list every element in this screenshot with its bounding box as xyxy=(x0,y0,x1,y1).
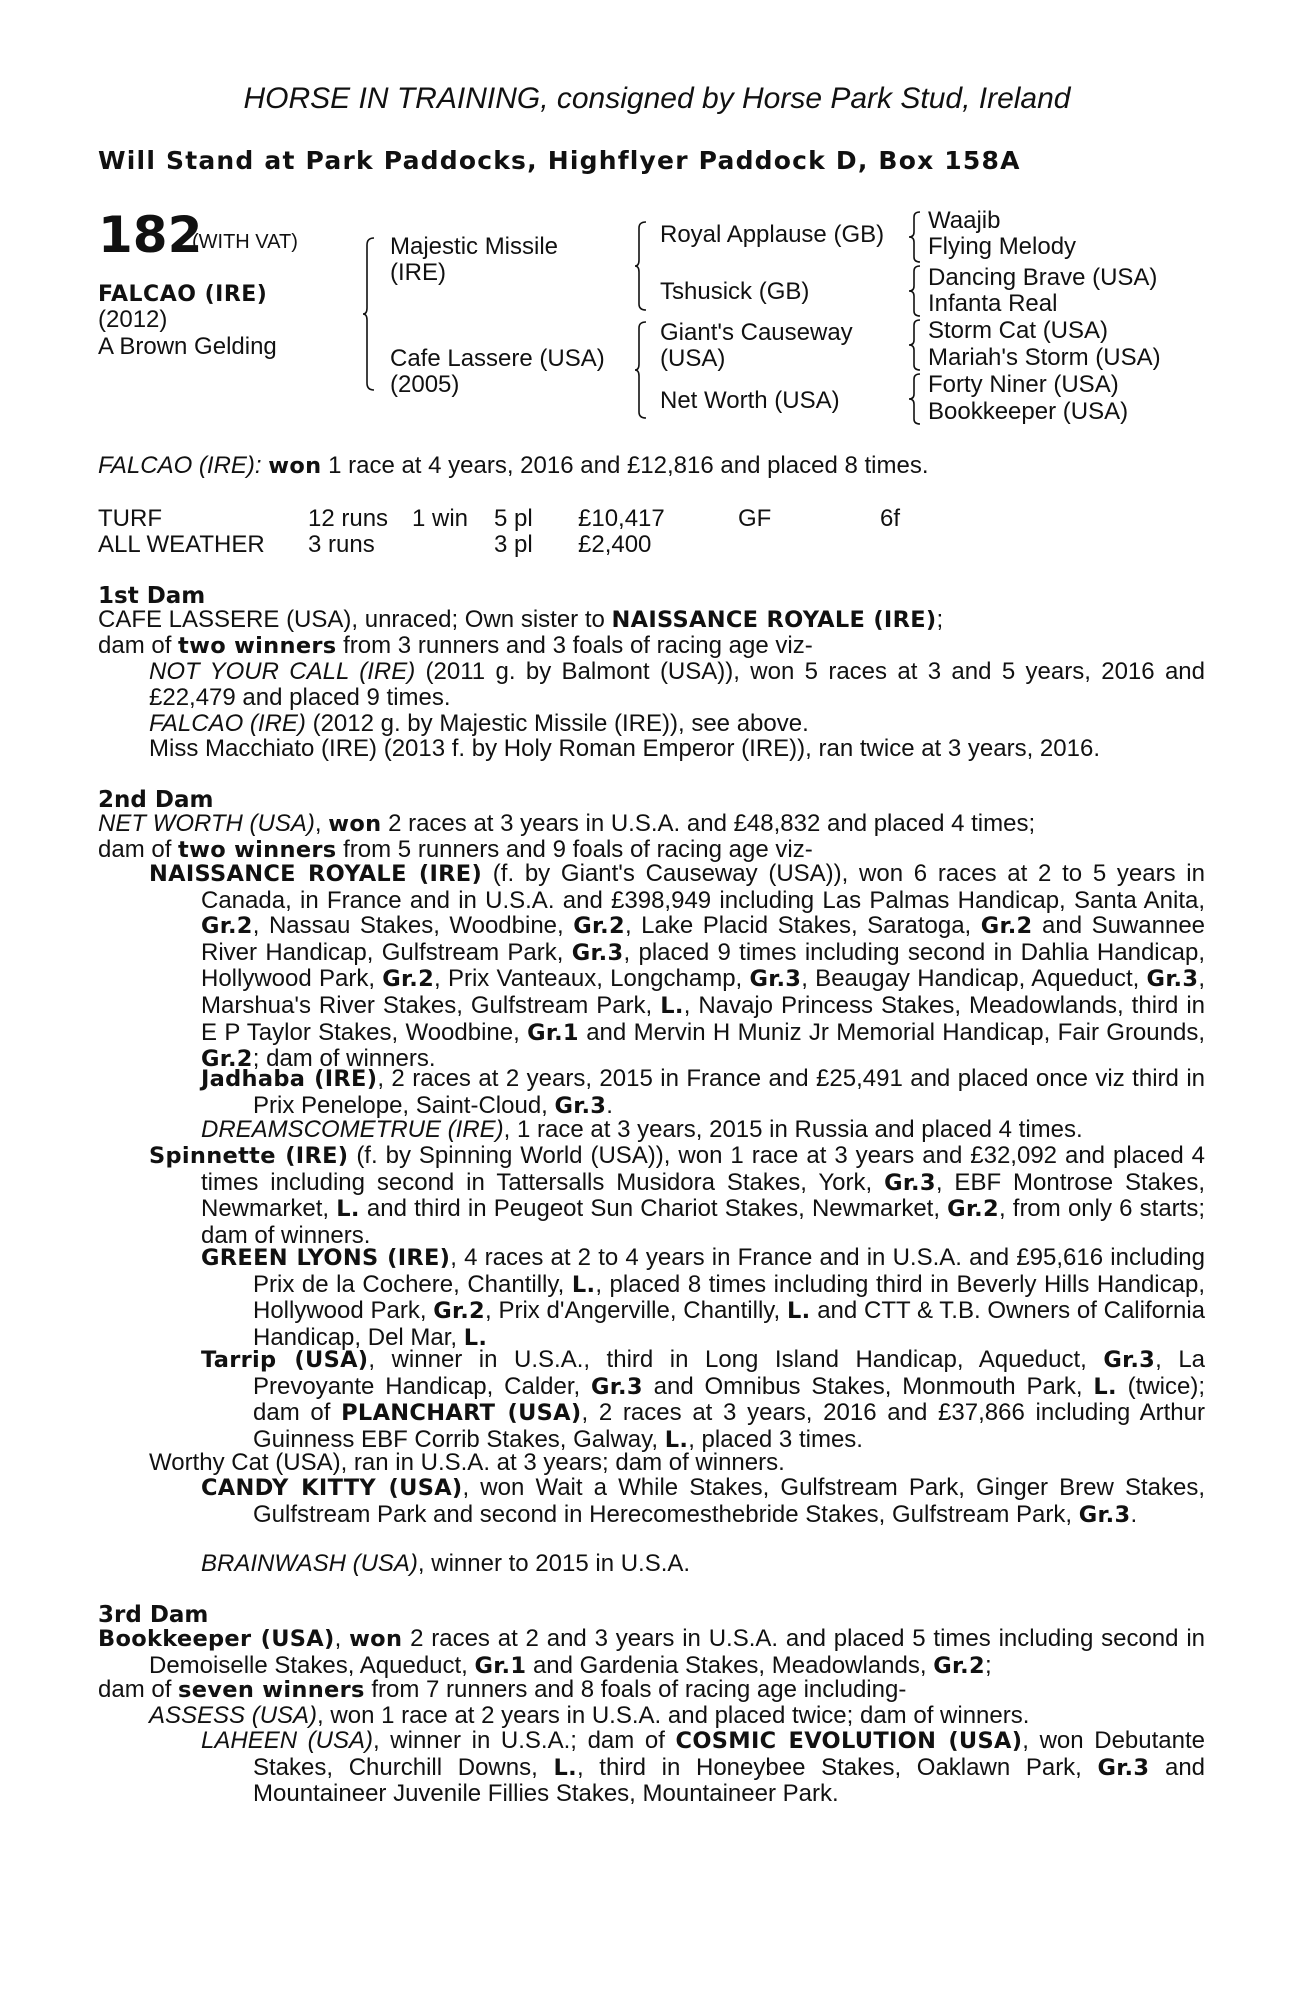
sire-dam: Tshusick (GB) xyxy=(660,278,810,305)
race-summary: FALCAO (IRE): won 1 race at 4 years, 2016 and £12,816 and placed 8 times. xyxy=(98,452,929,479)
first-dam-line: CAFE LASSERE (USA), unraced; Own sister to NAISSANCE ROYALE (IRE); xyxy=(98,606,944,633)
first-dam-produce-line: dam of two winners from 3 runners and 3 foals of racing age viz- xyxy=(98,632,813,659)
stand-location: Will Stand at Park Paddocks, Highflyer Paddock D, Box 158A xyxy=(98,146,1021,175)
horse-year: (2012) xyxy=(98,306,168,333)
pedigree-brace-1 xyxy=(362,236,378,392)
produce-entry: FALCAO (IRE) (2012 g. by Majestic Missile (IRE)), see above. xyxy=(149,710,809,737)
gg-sire-2: Dancing Brave (USA) xyxy=(928,264,1158,291)
third-dam-produce-line: dam of seven winners from 7 runners and 8 foals of racing age including- xyxy=(98,1676,907,1703)
horse-name: FALCAO (IRE) xyxy=(98,282,268,307)
produce-entry-candy-kitty: CANDY KITTY (USA), won Wait a While Stakes, Gulfstream Park, Ginger Brew Stakes, Gulfstream Park and second in Herecomesthebride Stakes, Gulfstream Park, Gr.3. xyxy=(201,1474,1205,1528)
gg-dam-2: Infanta Real xyxy=(928,290,1058,317)
gg-dam-3: Mariah's Storm (USA) xyxy=(928,344,1161,371)
third-dam-line: Bookkeeper (USA), won 2 races at 2 and 3 years in U.S.A. and placed 5 times including second in Demoiselle Stakes, Aqueduct, Gr.1 and Gardenia Stakes, Meadowlands, Gr.2; xyxy=(98,1625,1205,1679)
sire-sire: Royal Applause (GB) xyxy=(660,221,885,248)
record-runs: 3 runs xyxy=(308,531,375,558)
pedigree-brace-4 xyxy=(908,210,924,264)
produce-entry-jadhaba: Jadhaba (IRE), 2 races at 2 years, 2015 in France and £25,491 and placed once viz third in Prix Penelope, Saint-Cloud, Gr.3. xyxy=(201,1065,1205,1119)
record-runs: 12 runs xyxy=(308,505,389,532)
dam-sire: Giant's Causeway (USA) xyxy=(660,319,853,372)
vat-note: (WITH VAT) xyxy=(192,231,298,253)
pedigree-brace-3 xyxy=(634,320,650,420)
gg-sire-3: Storm Cat (USA) xyxy=(928,317,1109,344)
gg-sire-4: Forty Niner (USA) xyxy=(928,371,1119,398)
record-placed: 5 pl xyxy=(494,505,533,532)
third-dam-heading: 3rd Dam xyxy=(98,1602,209,1628)
second-dam-line: NET WORTH (USA), won 2 races at 3 years in U.S.A. and £48,832 and placed 4 times; xyxy=(98,810,1036,837)
produce-entry-assess: ASSESS (USA), won 1 race at 2 years in U.S.A. and placed twice; dam of winners. xyxy=(149,1702,1030,1729)
produce-entry-naissance-royale: NAISSANCE ROYALE (IRE) (f. by Giant's Causeway (USA)), won 6 races at 2 to 5 years in Canada, in France and in U.S.A. and £398,949 including Las Palmas Handicap, Santa Anita, Gr.2, Nassau Stakes, Woodbine, Gr.2, Lake Placid Stakes, Saratoga, Gr.2 and Suwannee River Handicap, Gulfstream Park, Gr.3, placed 9 times including second in Dahlia Handicap, Hollywood Park, Gr.2, Prix Vanteaux, Longchamp, Gr.3, Beaugay Handicap, Aqueduct, Gr.3, Marshua's River Stakes, Gulfstream Park, L., Navajo Princess Stakes, Meadowlands, third in E P Taylor Stakes, Woodbine, Gr.1 and Mervin H Muniz Jr Memorial Handicap, Fair Grounds, Gr.2; dam of winners. xyxy=(149,860,1206,1073)
second-dam-produce-line: dam of two winners from 5 runners and 9 foals of racing age viz- xyxy=(98,836,813,863)
produce-entry-laheen: LAHEEN (USA), winner in U.S.A.; dam of COSMIC EVOLUTION (USA), won Debutante Stakes, Churchill Downs, L., third in Honeybee Stakes, Oaklawn Park, Gr.3 and Mountaineer Juvenile Fillies Stakes, Mountaineer Park. xyxy=(201,1727,1206,1808)
pedigree-brace-2 xyxy=(634,220,650,312)
lot-number: 182 xyxy=(98,206,203,264)
record-distance: 6f xyxy=(880,505,901,532)
record-wins: 1 win xyxy=(412,505,469,532)
page-header: HORSE IN TRAINING, consigned by Horse Park Stud, Ireland xyxy=(243,82,1071,115)
record-going: GF xyxy=(738,505,772,532)
produce-entry: Miss Macchiato (IRE) (2013 f. by Holy Roman Emperor (IRE)), ran twice at 3 years, 2016. xyxy=(149,735,1100,762)
produce-entry-brainwash: BRAINWASH (USA), winner to 2015 in U.S.A. xyxy=(201,1550,691,1577)
record-prize: £2,400 xyxy=(578,531,652,558)
horse-description: A Brown Gelding xyxy=(98,333,277,360)
produce-entry: NOT YOUR CALL (IRE) (2011 g. by Balmont (USA)), won 5 races at 3 and 5 years, 2016 and £22,479 and placed 9 times. xyxy=(149,658,1205,711)
gg-sire-1: Waajib xyxy=(928,207,1001,234)
pedigree-brace-5 xyxy=(908,264,924,318)
sire-name: Majestic Missile (IRE) xyxy=(390,233,559,286)
first-dam-heading: 1st Dam xyxy=(98,583,206,609)
produce-entry-worthy-cat: Worthy Cat (USA), ran in U.S.A. at 3 years; dam of winners. xyxy=(149,1449,785,1476)
dam-dam: Net Worth (USA) xyxy=(660,387,840,414)
record-surface: ALL WEATHER xyxy=(98,531,265,558)
gg-dam-1: Flying Melody xyxy=(928,233,1077,260)
produce-entry-green-lyons: GREEN LYONS (IRE), 4 races at 2 to 4 years in France and in U.S.A. and £95,616 including Prix de la Cochere, Chantilly, L., placed 8 times including third in Beverly Hills Handicap, Hollywood Park, Gr.2, Prix d'Angerville, Chantilly, L. and CTT & T.B. Owners of California Handicap, Del Mar, L. xyxy=(201,1244,1205,1351)
dam-name: Cafe Lassere (USA) (2005) xyxy=(390,345,605,398)
record-placed: 3 pl xyxy=(494,531,533,558)
gg-dam-4: Bookkeeper (USA) xyxy=(928,398,1129,425)
pedigree-brace-6 xyxy=(908,318,924,372)
produce-entry-dreamscometrue: DREAMSCOMETRUE (IRE), 1 race at 3 years, 2015 in Russia and placed 4 times. xyxy=(201,1116,1083,1143)
pedigree-brace-7 xyxy=(908,372,924,426)
record-surface: TURF xyxy=(98,505,162,532)
produce-entry-tarrip: Tarrip (USA), winner in U.S.A., third in Long Island Handicap, Aqueduct, Gr.3, La Prevoyante Handicap, Calder, Gr.3 and Omnibus Stakes, Monmouth Park, L. (twice); dam of PLANCHART (USA), 2 races at 3 years, 2016 and £37,866 including Arthur Guinness EBF Corrib Stakes, Galway, L., placed 3 times. xyxy=(201,1346,1206,1453)
record-prize: £10,417 xyxy=(578,505,665,532)
second-dam-heading: 2nd Dam xyxy=(98,787,214,813)
produce-entry-spinnette: Spinnette (IRE) (f. by Spinning World (USA)), won 1 race at 3 years and £32,092 and placed 4 times including second in Tattersalls Musidora Stakes, York, Gr.3, EBF Montrose Stakes, Newmarket, L. and third in Peugeot Sun Chariot Stakes, Newmarket, Gr.2, from only 6 starts; dam of winners. xyxy=(149,1142,1206,1249)
